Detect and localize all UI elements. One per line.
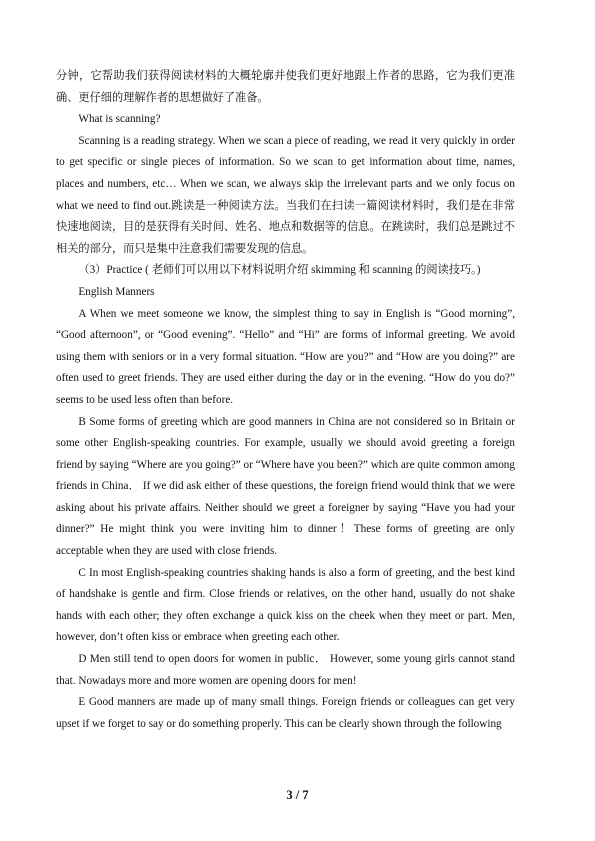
- paragraph-a-greetings: A When we meet someone we know, the simplest thing to say in English is “Good morning”, “Good afternoon”, or “Good evening”. “Hello” and “Hi” are forms of informal greeting. We avoid using them with seniors or in a very formal situation. “How are you?” and “How are you doing?” are often used to greet friends. They are used either during the day or in the evening. “How do you do?” seems to be used less often than before.: [56, 307, 515, 406]
- paragraph-d-opening-doors: D Men still tend to open doors for women in public． However, some young girls cannot stand that. Nowadays more and more women are opening doors for men!: [56, 653, 515, 687]
- page-number: 3 / 7: [286, 788, 309, 802]
- paragraph-b-forms-of-greeting: B Some forms of greeting which are good manners in China are not considered so in Britain or some other English-speaking countries. For example, usually we should avoid greeting a foreign friend by saying “Where are you going?” or “Where have you been?” which are quite common among friends in China． If we did ask either of these questions, the foreign friend would think that we were asking about his private affairs. Neither should we greet a foreigner by saying “Have you had your dinner?” He might think you were inviting him to dinner！These forms of greeting are only acceptable when they are used with close friends.: [56, 415, 515, 558]
- heading-english-manners: English Manners: [78, 285, 155, 298]
- paragraph-skimming-tail: 分钟，它帮助我们获得阅读材料的大概轮廓并使我们更好地跟上作者的思路，它为我们更准确、更仔细的理解作者的思想做好了准备。: [56, 70, 515, 104]
- paragraph-c-handshakes: C In most English-speaking countries shaking hands is also a form of greeting, and the best kind of handshake is gentle and firm. Close friends or relatives, on the other hand, usually do not shake hands with each other; they often exchange a quick kiss on the cheek when they meet or part. Men, however, don’t often kiss or embrace when greeting each other.: [56, 566, 515, 644]
- document-body: [56, 66, 515, 735]
- paragraph-practice-note: （3）Practice ( 老师们可以用以下材料说明介绍 skimming 和 scanning 的阅读技巧。): [78, 264, 481, 277]
- paragraph-e-small-things: E Good manners are made up of many small things. Foreign friends or colleagues can get very upset if we forget to say or do something properly. This can be clearly shown through the following: [56, 696, 515, 730]
- paragraph-scanning-definition: Scanning is a reading strategy. When we scan a piece of reading, we read it very quickly in order to get specific or single pieces of information. So we scan to get information about time, names, places and numbers, etc… When we scan, we always skip the irrelevant parts and we only focus on what we need to find out.跳读是一种阅读方法。当我们在扫读一篇阅读材料时，我们是在非常快速地阅读，目的是获得有关时间、姓名、地点和数据等的信息。在跳读时，我们总是跳过不相关的部分，而只是集中注意我们需要发现的信息。: [56, 134, 515, 255]
- heading-what-is-scanning: What is scanning?: [78, 113, 161, 126]
